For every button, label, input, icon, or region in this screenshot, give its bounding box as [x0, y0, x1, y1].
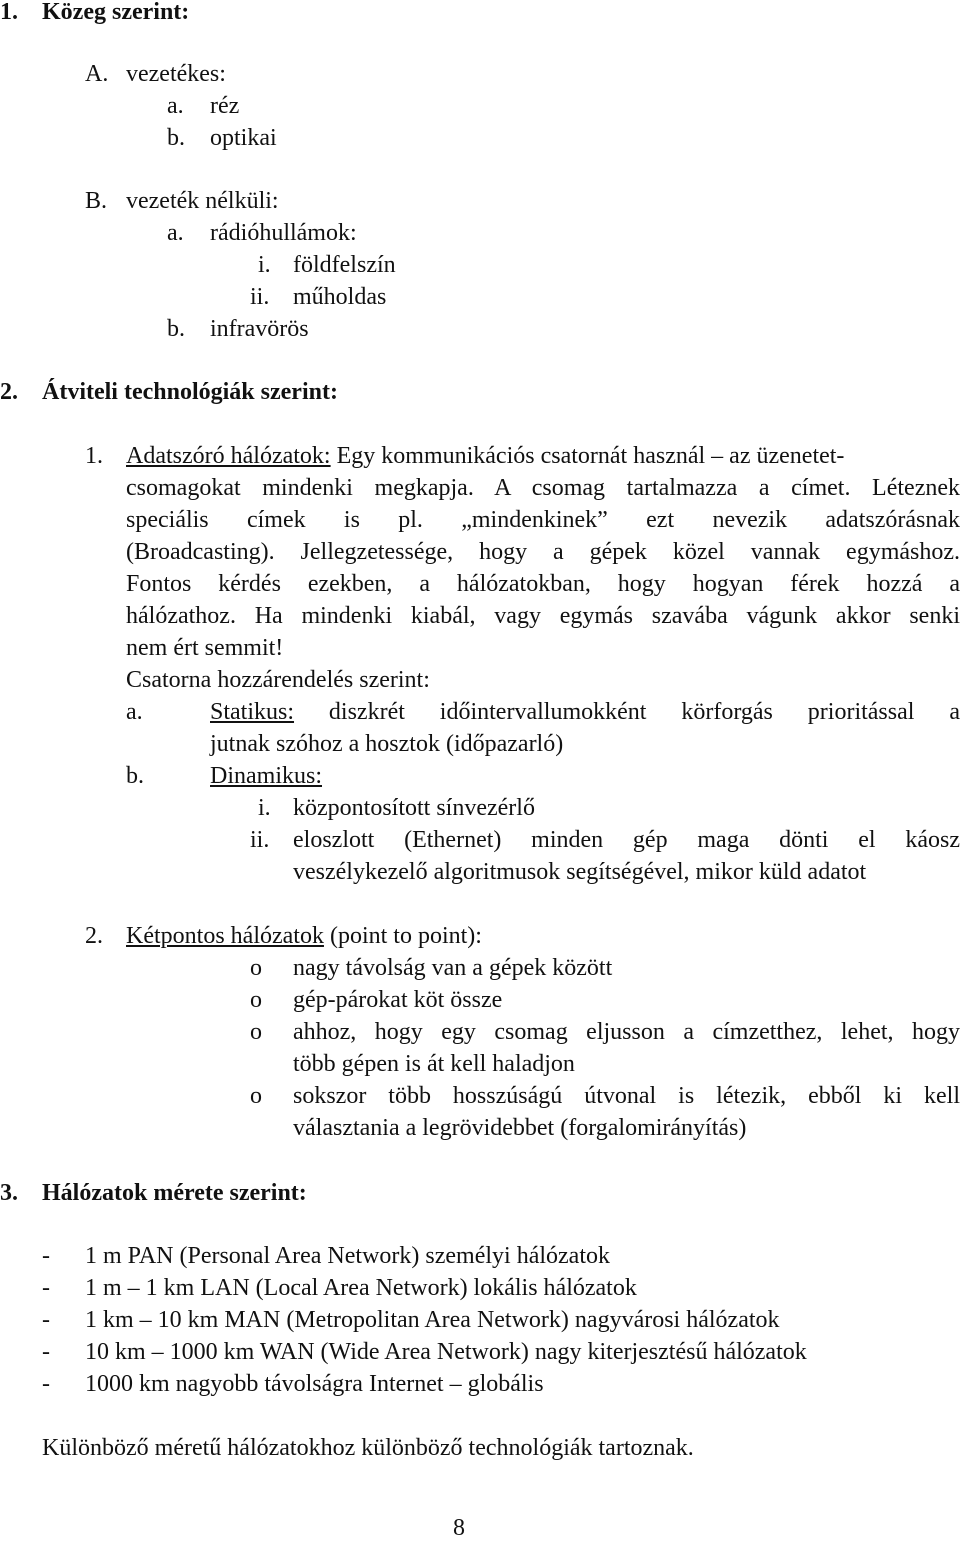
list-item: gép-párokat köt össze [293, 987, 503, 1013]
list-item: 1 m PAN (Personal Area Network) személyi hálózatok [85, 1243, 610, 1269]
paragraph-line: (Broadcasting). Jellegzetessége, hogy a gépek közel vannak egymáshoz. [126, 539, 960, 565]
list-item: 1 m – 1 km LAN (Local Area Network) lokális hálózatok [85, 1275, 637, 1301]
term-ketpontos: Kétpontos hálózatok [126, 923, 324, 949]
bullet-marker: o [250, 987, 262, 1013]
list-item: választania a legrövidebbet (forgalomirányítás) [293, 1115, 747, 1141]
dash-marker: - [42, 1275, 50, 1301]
list-item: sokszor több hosszúságú útvonal is létezik, ebből ki kell [293, 1083, 960, 1109]
paragraph-line: Kétpontos hálózatok (point to point): [126, 923, 482, 949]
paragraph-line: nem ért semmit! [126, 635, 284, 661]
dash-marker: - [42, 1371, 50, 1397]
bullet-marker: o [250, 1019, 262, 1045]
list-marker: 1. [85, 443, 103, 469]
list-marker: i. [258, 252, 271, 278]
paragraph-line: csomagokat mindenki megkapja. A csomag tartalmazza a címet. Léteznek [126, 475, 960, 501]
list-item: réz [210, 93, 240, 119]
term-statikus: Statikus: [210, 699, 295, 725]
section-2-title: Átviteli technológiák szerint: [42, 379, 338, 405]
term-adatszoro: Adatszóró hálózatok: [126, 443, 331, 469]
paragraph-line: eloszlott (Ethernet) minden gép maga dönti el káosz [293, 827, 960, 853]
list-marker: A. [85, 61, 109, 87]
list-item: ahhoz, hogy egy csomag eljusson a címzetthez, lehet, hogy [293, 1019, 960, 1045]
list-item: műholdas [293, 284, 387, 310]
list-item: vezeték nélküli: [126, 188, 279, 214]
list-item: több gépen is át kell haladjon [293, 1051, 575, 1077]
paragraph-line: speciális címek is pl. „mindenkinek” ezt nevezik adatszórásnak [126, 507, 960, 533]
list-item: vezetékes: [126, 61, 226, 87]
paragraph-line: Fontos kérdés ezekben, a hálózatokban, hogy hogyan férek hozzá a [126, 571, 960, 597]
list-item: nagy távolság van a gépek között [293, 955, 613, 981]
list-marker: B. [85, 188, 108, 214]
section-2-number: 2. [0, 379, 18, 405]
section-1-number: 1. [0, 0, 18, 25]
list-marker: ii. [250, 284, 270, 310]
paragraph-line: veszélykezelő algoritmusok segítségével, mikor küld adatot [293, 859, 867, 885]
dash-marker: - [42, 1243, 50, 1269]
paragraph-line: jutnak szóhoz a hosztok (időpazarló) [210, 731, 564, 757]
dash-marker: - [42, 1339, 50, 1365]
list-marker: b. [126, 763, 144, 789]
list-marker: 2. [85, 923, 103, 949]
list-item: optikai [210, 125, 277, 151]
bullet-marker: o [250, 1083, 262, 1109]
paragraph-line: hálózathoz. Ha mindenki kiabál, vagy egymás szavába vágunk akkor senki [126, 603, 960, 629]
list-marker: a. [126, 699, 143, 725]
list-marker: a. [167, 93, 184, 119]
list-item: 1 km – 10 km MAN (Metropolitan Area Network) nagyvárosi hálózatok [85, 1307, 780, 1333]
list-item: rádióhullámok: [210, 220, 357, 246]
list-item: 1000 km nagyobb távolságra Internet – globális [85, 1371, 544, 1397]
list-item: infravörös [210, 316, 309, 342]
page-number: 8 [453, 1515, 465, 1541]
list-marker: i. [258, 795, 271, 821]
section-1-title: Közeg szerint: [42, 0, 190, 25]
list-item: központosított sínvezérlő [293, 795, 535, 821]
paragraph-line: Adatszóró hálózatok: Egy kommunikációs csatornát használ – az üzenetet- [126, 443, 845, 469]
paragraph-line: Statikus: diszkrét időintervallumokként körforgás prioritással a [210, 699, 960, 725]
list-marker: b. [167, 125, 185, 151]
list-item: földfelszín [293, 252, 396, 278]
list-item: 10 km – 1000 km WAN (Wide Area Network) nagy kiterjesztésű hálózatok [85, 1339, 807, 1365]
list-marker: a. [167, 220, 184, 246]
section-3-number: 3. [0, 1180, 18, 1206]
paragraph-line: Csatorna hozzárendelés szerint: [126, 667, 430, 693]
dash-marker: - [42, 1307, 50, 1333]
term-dinamikus: Dinamikus: [210, 763, 322, 789]
bullet-marker: o [250, 955, 262, 981]
closing-sentence: Különböző méretű hálózatokhoz különböző technológiák tartoznak. [42, 1435, 694, 1461]
section-3-title: Hálózatok mérete szerint: [42, 1180, 307, 1206]
list-marker: b. [167, 316, 185, 342]
list-marker: ii. [250, 827, 270, 853]
